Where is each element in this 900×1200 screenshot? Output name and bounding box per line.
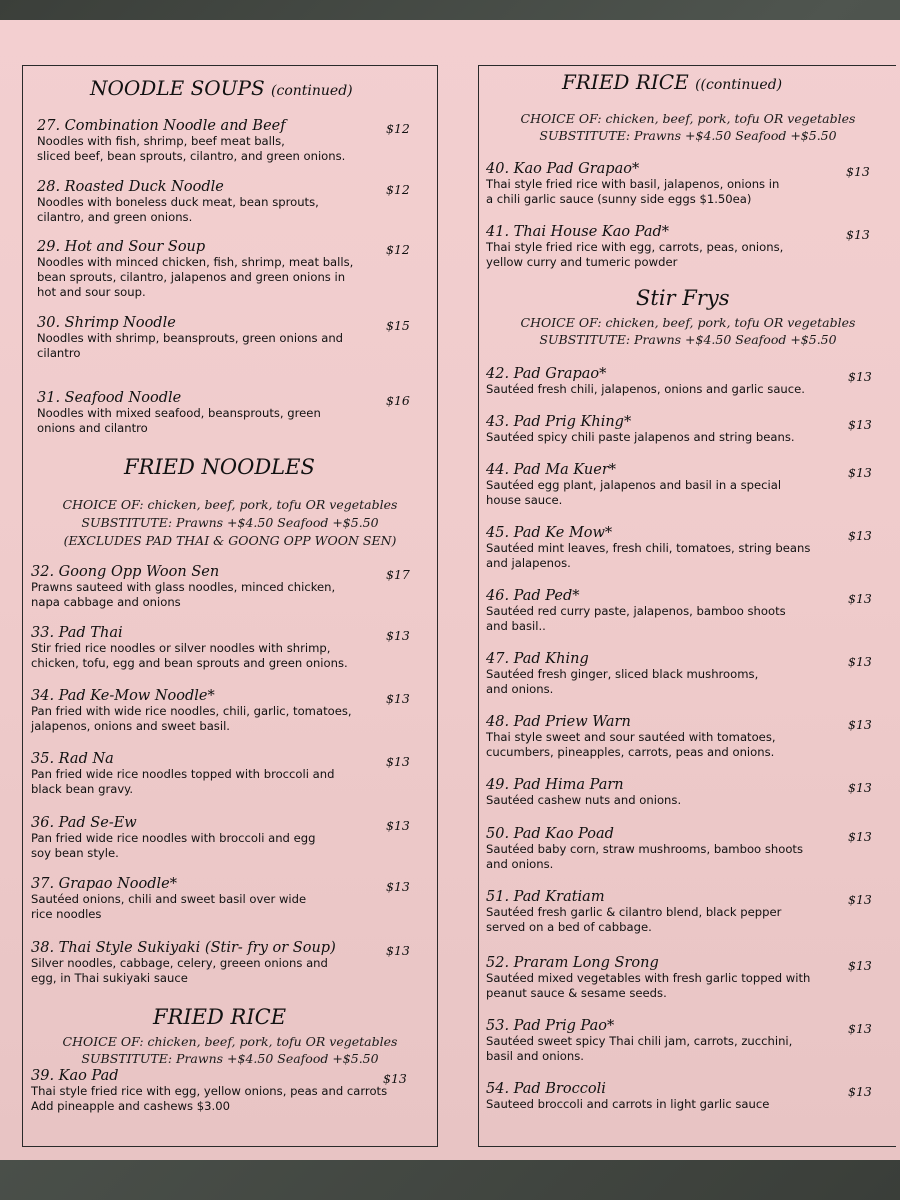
menu-item-title: 44. Pad Ma Kuer* <box>486 462 617 478</box>
menu-item <box>37 390 321 436</box>
menu-item-description: Thai style fried rice with egg, yellow onions, peas and carrots Add pineapple and cashews $3.00 <box>31 1084 388 1113</box>
noodle-soups-heading <box>90 76 353 100</box>
menu-item-title: 54. Pad Broccoli <box>486 1081 606 1097</box>
menu-item <box>31 564 335 610</box>
menu-item-price: $16 <box>386 393 410 408</box>
menu-item-description: Noodles with minced chicken, fish, shrimp, meat balls, bean sprouts, cilantro, jalapenos and green onions in hot and sour soup. <box>37 255 354 299</box>
menu-item-description: Noodles with fish, shrimp, beef meat balls, sliced beef, bean sprouts, cilantro, and green onions. <box>37 134 346 163</box>
stir-frys-heading: Stir Frys <box>636 286 730 310</box>
menu-item-price: $13 <box>848 591 872 606</box>
menu-item-description: Sauteed broccoli and carrots in light garlic sauce <box>486 1097 770 1111</box>
menu-item <box>486 462 781 508</box>
menu-item-title: 40. Kao Pad Grapao* <box>486 161 640 177</box>
menu-item-title: 31. Seafood Noodle <box>37 390 182 406</box>
menu-item <box>37 315 343 361</box>
menu-item <box>486 777 681 808</box>
menu-item-title: 27. Combination Noodle and Beef <box>37 118 286 134</box>
stir-frys-substitute-line: SUBSTITUTE: Prawns +$4.50 Seafood +$5.50 <box>539 332 837 347</box>
menu-item-title: 34. Pad Ke-Mow Noodle* <box>31 688 215 704</box>
menu-item-price: $15 <box>386 318 410 333</box>
menu-item-price: $13 <box>846 164 870 179</box>
menu-item <box>486 588 786 634</box>
menu-item-price: $13 <box>848 465 872 480</box>
menu-item-description: Pan fried with wide rice noodles, chili, garlic, tomatoes, jalapenos, onions and sweet basil. <box>31 704 352 733</box>
menu-item-description: Thai style sweet and sour sautéed with tomatoes, cucumbers, pineapples, carrots, peas and onions. <box>486 730 776 759</box>
menu-item <box>486 366 805 397</box>
fried-noodles-heading: FRIED NOODLES <box>124 455 315 479</box>
menu-item-price: $13 <box>848 780 872 795</box>
menu-item <box>486 161 779 207</box>
menu-item <box>31 625 348 671</box>
menu-item-description: Pan fried wide rice noodles with broccoli and egg soy bean style. <box>31 831 316 860</box>
menu-item-description: Sautéed red curry paste, jalapenos, bamboo shoots and basil.. <box>486 604 786 633</box>
menu-item-price: $13 <box>848 528 872 543</box>
menu-item-price: $13 <box>386 628 410 643</box>
menu-item-description: Noodles with mixed seafood, beansprouts, green onions and cilantro <box>37 406 321 435</box>
fried-rice-substitute-line: SUBSTITUTE: Prawns +$4.50 Seafood +$5.50 <box>81 1051 379 1066</box>
menu-item-description: Sautéed sweet spicy Thai chili jam, carrots, zucchini, basil and onions. <box>486 1034 793 1063</box>
menu-item-price: $13 <box>848 717 872 732</box>
section-title: NOODLE SOUPS <box>90 76 265 100</box>
menu-item <box>37 179 319 225</box>
menu-item-description: Noodles with boneless duck meat, bean sprouts, cilantro, and green onions. <box>37 195 319 224</box>
menu-item-description: Stir fried rice noodles or silver noodles with shrimp, chicken, tofu, egg and bean sprouts and green onions. <box>31 641 348 670</box>
menu-item-price: $13 <box>386 818 410 833</box>
menu-item-description: Sautéed spicy chili paste jalapenos and string beans. <box>486 430 795 444</box>
menu-item-description: Sautéed mint leaves, fresh chili, tomatoes, string beans and jalapenos. <box>486 541 811 570</box>
menu-item-title: 38. Thai Style Sukiyaki (Stir- fry or Soup) <box>31 940 336 956</box>
menu-item-price: $13 <box>848 829 872 844</box>
menu-item-price: $13 <box>386 879 410 894</box>
menu-item-description: Sautéed cashew nuts and onions. <box>486 793 682 807</box>
fried-noodles-choice-line: CHOICE OF: chicken, beef, pork, tofu OR vegetables <box>62 497 398 512</box>
menu-item <box>486 714 776 760</box>
menu-item <box>486 651 758 697</box>
menu-item-price: $13 <box>848 417 872 432</box>
menu-item <box>31 1068 387 1114</box>
menu-item-title: 50. Pad Kao Poad <box>486 826 614 842</box>
fried-rice-continued-heading <box>562 70 782 94</box>
menu-item-title: 37. Grapao Noodle* <box>31 876 177 892</box>
menu-item-title: 52. Praram Long Srong <box>486 955 659 971</box>
menu-item-price: $13 <box>386 943 410 958</box>
menu-item-description: Sautéed fresh garlic & cilantro blend, black pepper served on a bed of cabbage. <box>486 905 782 934</box>
menu-item <box>486 224 783 270</box>
menu-item-title: 43. Pad Prig Khing* <box>486 414 632 430</box>
menu-item <box>37 239 353 300</box>
menu-item-price: $13 <box>848 1021 872 1036</box>
menu-item-title: 42. Pad Grapao* <box>486 366 607 382</box>
menu-item <box>486 414 795 445</box>
menu-item-description: Sautéed fresh ginger, sliced black mushrooms, and onions. <box>486 667 759 696</box>
stir-frys-choice-line: CHOICE OF: chicken, beef, pork, tofu OR vegetables <box>520 315 856 330</box>
menu-item-title: 36. Pad Se-Ew <box>31 815 137 831</box>
menu-item-title: 39. Kao Pad <box>31 1068 119 1084</box>
menu-item <box>486 955 810 1001</box>
menu-item-title: 41. Thai House Kao Pad* <box>486 224 670 240</box>
menu-item-title: 48. Pad Priew Warn <box>486 714 631 730</box>
menu-item <box>486 525 810 571</box>
menu-item-title: 49. Pad Hima Parn <box>486 777 624 793</box>
menu-item-price: $13 <box>386 691 410 706</box>
continued-label: ((continued) <box>695 77 783 93</box>
fried-noodles-exclusion-line: (EXCLUDES PAD THAI & GOONG OPP WOON SEN) <box>63 533 397 548</box>
menu-item-price: $13 <box>848 892 872 907</box>
menu-item-description: Silver noodles, cabbage, celery, greeen onions and egg, in Thai sukiyaki sauce <box>31 956 328 985</box>
menu-item <box>486 826 803 872</box>
menu-item-description: Sautéed egg plant, jalapenos and basil in a special house sauce. <box>486 478 782 507</box>
menu-item-title: 32. Goong Opp Woon Sen <box>31 564 220 580</box>
menu-item-price: $13 <box>386 754 410 769</box>
menu-item-price: $12 <box>386 182 410 197</box>
section-title: FRIED RICE <box>562 70 689 94</box>
menu-item-description: Sautéed fresh chili, jalapenos, onions and garlic sauce. <box>486 382 805 396</box>
menu-item-description: Sautéed onions, chili and sweet basil over wide rice noodles <box>31 892 307 921</box>
continued-label: (continued) <box>271 83 353 99</box>
menu-item-title: 35. Rad Na <box>31 751 114 767</box>
menu-item-description: Sautéed mixed vegetables with fresh garlic topped with peanut sauce & sesame seeds. <box>486 971 811 1000</box>
menu-item-price: $13 <box>848 369 872 384</box>
menu-item-price: $13 <box>383 1071 407 1086</box>
menu-item-description: Thai style fried rice with basil, jalapenos, onions in a chili garlic sauce (sunny side eggs $1.50ea) <box>486 177 780 206</box>
menu-item-title: 29. Hot and Sour Soup <box>37 239 206 255</box>
menu-item-title: 30. Shrimp Noodle <box>37 315 176 331</box>
menu-item-title: 47. Pad Khing <box>486 651 589 667</box>
menu-item <box>31 815 315 861</box>
menu-item <box>37 118 345 164</box>
menu-item-title: 45. Pad Ke Mow* <box>486 525 613 541</box>
menu-item <box>486 1081 769 1112</box>
menu-item-description: Pan fried wide rice noodles topped with broccoli and black bean gravy. <box>31 767 335 796</box>
menu-item <box>31 688 352 734</box>
menu-item-title: 33. Pad Thai <box>31 625 123 641</box>
menu-item-title: 28. Roasted Duck Noodle <box>37 179 224 195</box>
menu-item <box>31 751 334 797</box>
fried-noodles-substitute-line: SUBSTITUTE: Prawns +$4.50 Seafood +$5.50 <box>81 515 379 530</box>
menu-item-title: 53. Pad Prig Pao* <box>486 1018 615 1034</box>
menu-item-description: Prawns sauteed with glass noodles, minced chicken, napa cabbage and onions <box>31 580 336 609</box>
menu-item <box>486 1018 792 1064</box>
fried-rice-substitute-line: SUBSTITUTE: Prawns +$4.50 Seafood +$5.50 <box>539 128 837 143</box>
fried-rice-choice-line: CHOICE OF: chicken, beef, pork, tofu OR vegetables <box>62 1034 398 1049</box>
menu-item-price: $13 <box>848 958 872 973</box>
fried-rice-choice-line: CHOICE OF: chicken, beef, pork, tofu OR vegetables <box>520 111 856 126</box>
menu-item-price: $13 <box>846 227 870 242</box>
menu-item-price: $17 <box>386 567 410 582</box>
menu-item-description: Sautéed baby corn, straw mushrooms, bamboo shoots and onions. <box>486 842 803 871</box>
menu-item-price: $12 <box>386 242 410 257</box>
menu-item <box>31 940 336 986</box>
menu-item <box>486 889 781 935</box>
menu-item-price: $13 <box>848 654 872 669</box>
menu-item-description: Noodles with shrimp, beansprouts, green onions and cilantro <box>37 331 344 360</box>
fried-rice-heading: FRIED RICE <box>153 1005 287 1029</box>
menu-item-price: $12 <box>386 121 410 136</box>
menu-item-title: 46. Pad Ped* <box>486 588 580 604</box>
menu-item-price: $13 <box>848 1084 872 1099</box>
menu-item-description: Thai style fried rice with egg, carrots, peas, onions, yellow curry and tumeric powder <box>486 240 784 269</box>
menu-item-title: 51. Pad Kratiam <box>486 889 605 905</box>
menu-item <box>31 876 306 922</box>
